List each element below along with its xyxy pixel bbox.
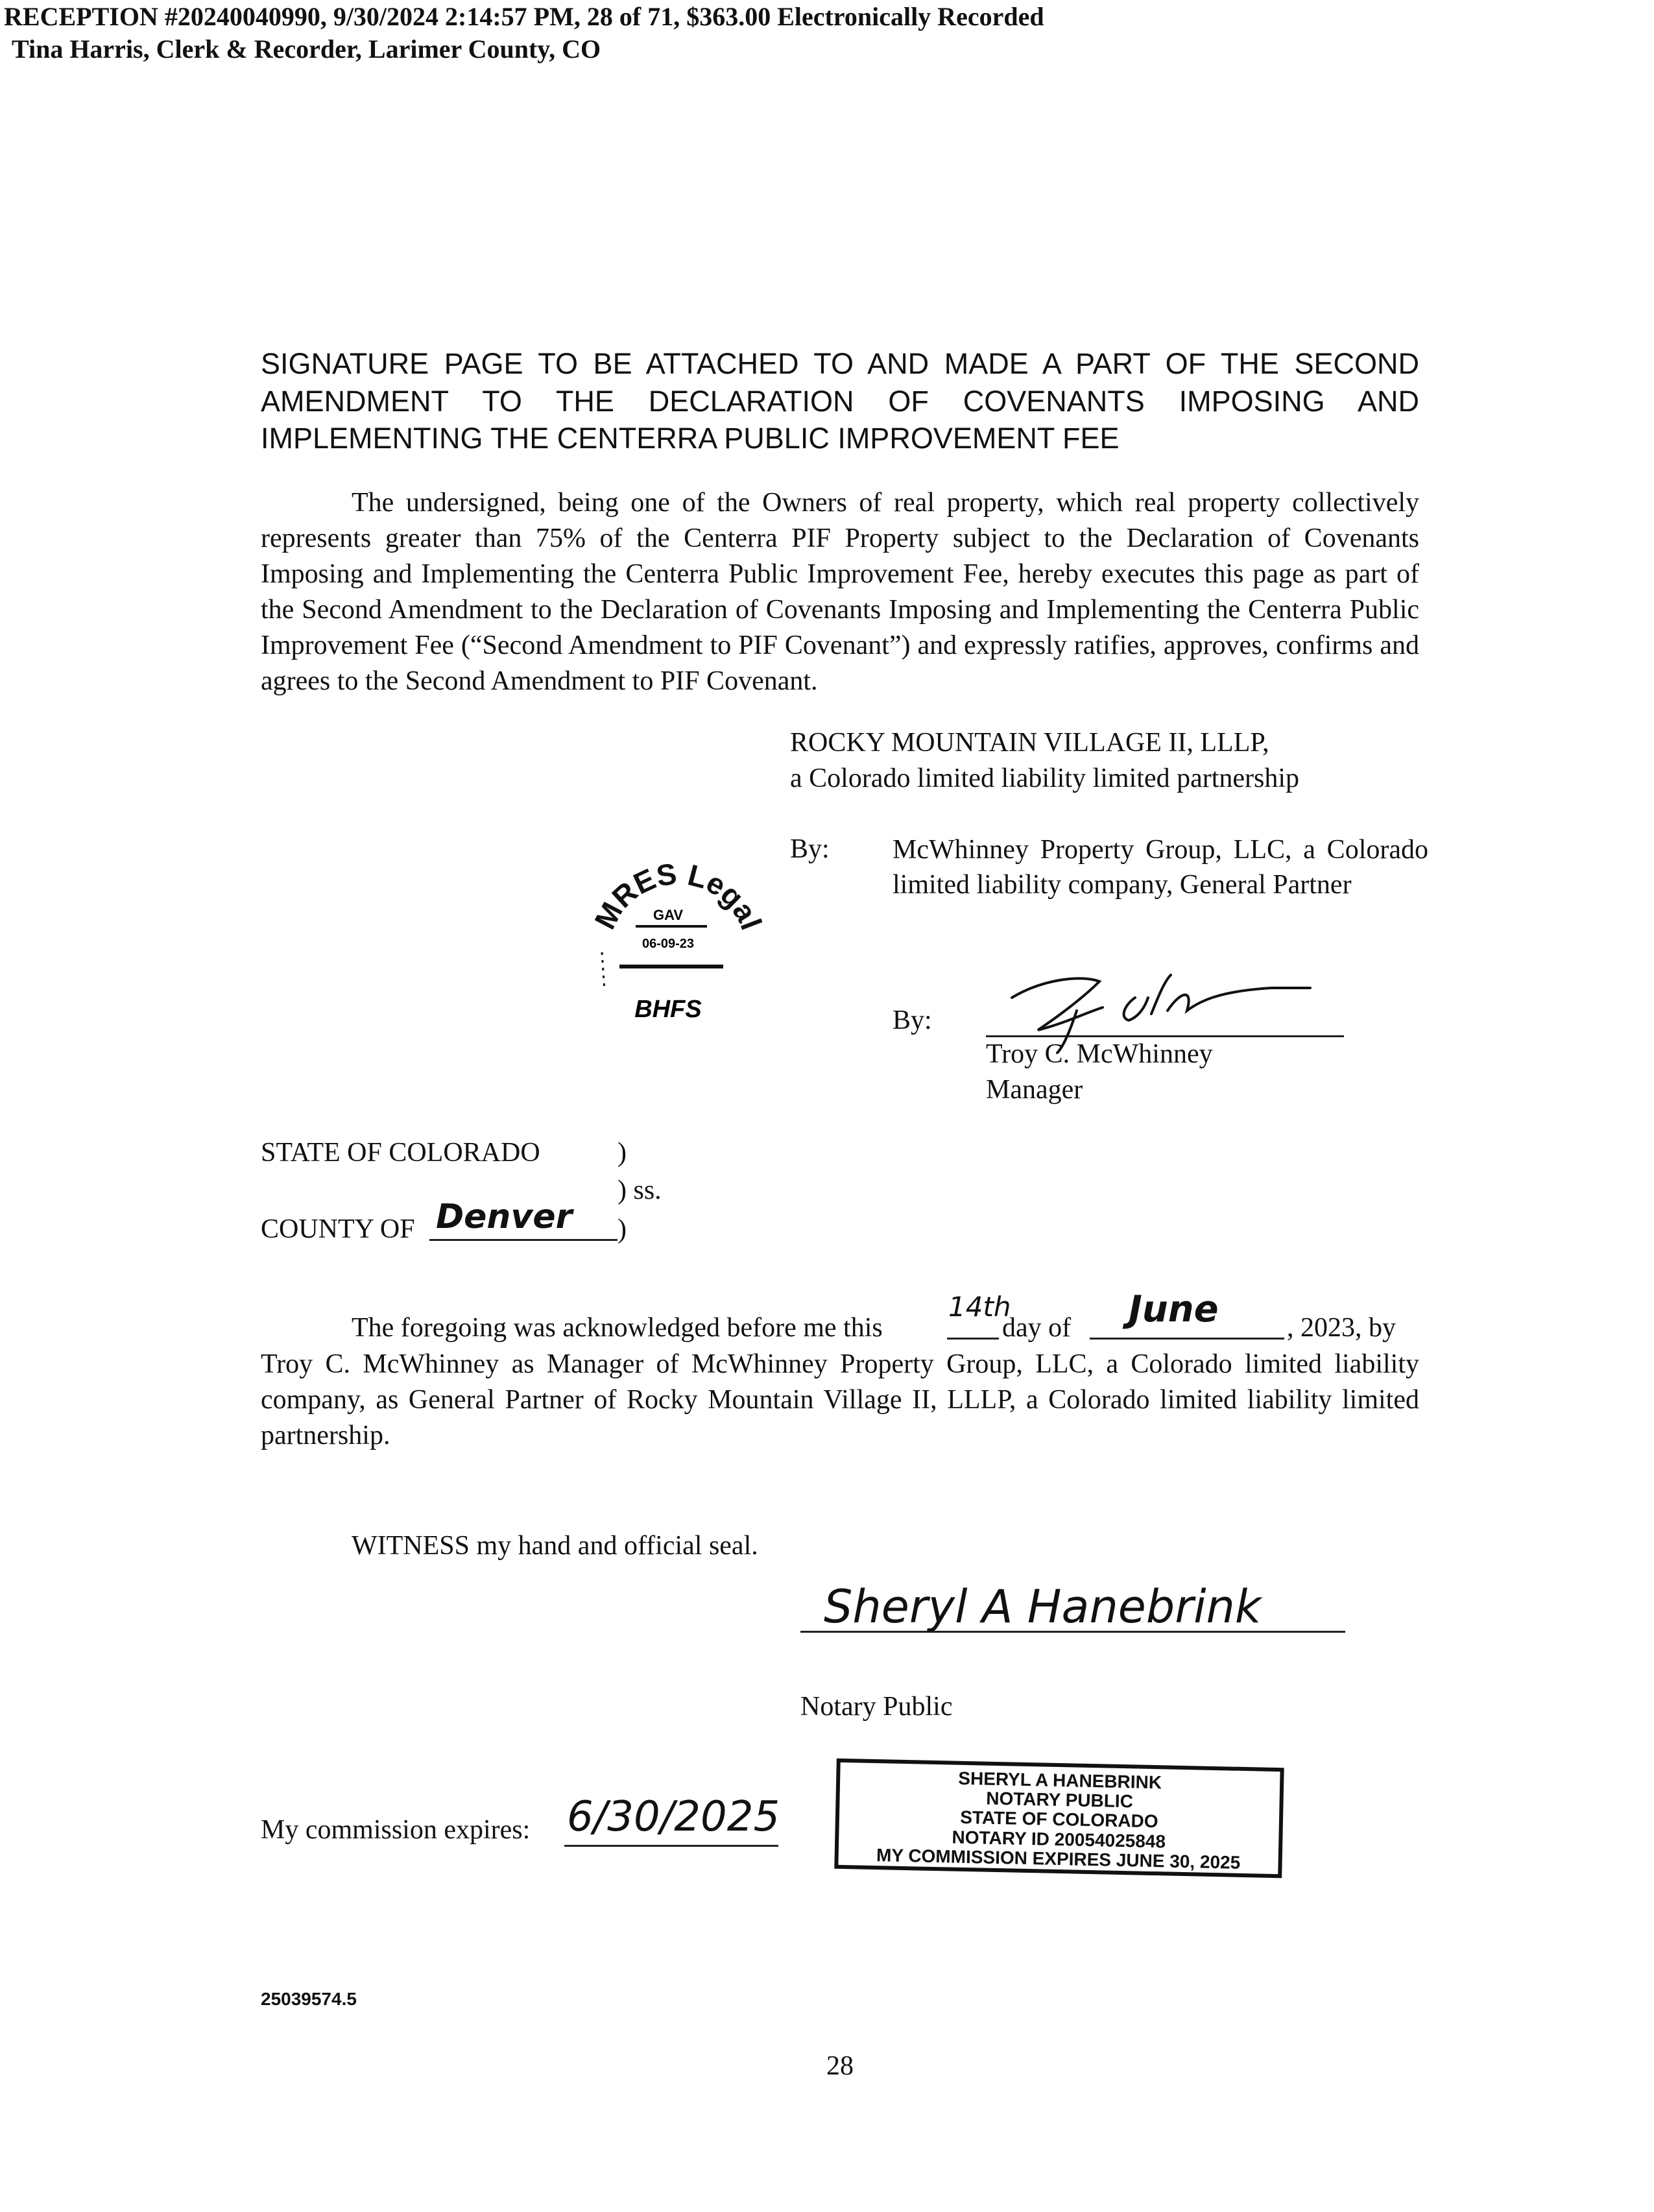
ack-day-of: day of [1002,1313,1072,1343]
page-number: 28 [826,2051,854,2081]
stamp-date: 06-09-23 [641,937,695,951]
month-handwritten: June [1129,1288,1219,1330]
notary-stamp-line: NOTARY ID 20054025848 [952,1827,1166,1852]
notary-signature: Sheryl A Hanebrink [824,1580,1262,1633]
notary-stamp-line: MY COMMISSION EXPIRES JUNE 30, 2025 [876,1845,1241,1873]
stamp-initials: GAV [653,907,684,923]
county-label: COUNTY OF [261,1214,415,1244]
notary-stamp-line: STATE OF COLORADO [959,1807,1158,1832]
venue-ss: ) ss. [617,1175,662,1205]
state-line: STATE OF COLORADO [261,1138,540,1168]
by-label: By: [790,834,830,864]
document-title: SIGNATURE PAGE TO BE ATTACHED TO AND MADE A PART OF THE SECOND AMENDMENT TO THE DECLARATION OF COVENANTS IMPOSING AND IMPLEMENTING THE CENTERRA PUBLIC IMPROVEMENT FEE [261,347,1419,455]
signer-title: Manager [986,1075,1083,1105]
intro-paragraph: The undersigned, being one of the Owners of real property, which real property collectively represents greater than 75% of the Centerra PIF Property subject to the Declaration of Covenants Imposing and Implementing the Centerra Public Improvement Fee, hereby executes this page as part of the Second Amendment to the Declaration of Covenants Imposing and Implementing the Centerra Public Improvement Fee (“Second Amendment to PIF Covenant”) and expressly ratifies, approves, confirms and agrees to the Second Amendment to PIF Covenant. [261,488,1419,697]
signer-name: Troy C. McWhinney [986,1039,1213,1069]
stamp-arc-text: MRES Legal [588,856,769,935]
notary-stamp [834,1759,1284,1878]
entity-name: ROCKY MOUNTAIN VILLAGE II, LLLP, [790,728,1269,758]
witness-line: WITNESS my hand and official seal. [352,1531,758,1561]
county-handwritten: Denver [436,1197,573,1236]
ack-text-start: The foregoing was acknowledged before me this [352,1313,883,1343]
venue-paren-3: ) [617,1214,627,1244]
day-field [947,1291,1011,1340]
commission-date-handwritten: 6/30/2025 [567,1793,780,1841]
recording-header-line2: Tina Harris, Clerk & Recorder, Larimer County, CO [12,34,601,64]
venue-paren-1: ) [617,1138,627,1168]
recording-header-line1: RECEPTION #20240040990, 9/30/2024 2:14:57 PM, 28 of 71, $363.00 Electronically Recorded [4,2,1044,31]
entity-description: a Colorado limited liability limited partnership [790,763,1300,793]
notary-stamp-line: SHERYL A HANEBRINK [958,1768,1162,1793]
notary-stamp-line: NOTARY PUBLIC [985,1788,1134,1812]
ack-text-rest: Troy C. McWhinney as Manager of McWhinney Property Group, LLC, a Colorado limited liability company, as General Partner of Rocky Mountain Village II, LLLP, a Colorado limited liability limited partnership. [261,1349,1419,1451]
commission-label: My commission expires: [261,1815,531,1845]
commission-field [564,1793,780,1847]
by-label-2: By: [893,1005,932,1035]
month-field [1090,1288,1284,1340]
general-partner-text: McWhinney Property Group, LLC, a Colorado limited liability company, General Partner [893,835,1428,900]
legal-review-stamp [584,855,772,1030]
day-handwritten: 14th [948,1291,1011,1323]
county-field [429,1197,617,1241]
ack-year-by: , 2023, by [1287,1313,1396,1343]
document-number: 25039574.5 [261,1989,357,2009]
stamp-bottom: BHFS [634,996,702,1023]
notary-public-label: Notary Public [800,1692,953,1722]
